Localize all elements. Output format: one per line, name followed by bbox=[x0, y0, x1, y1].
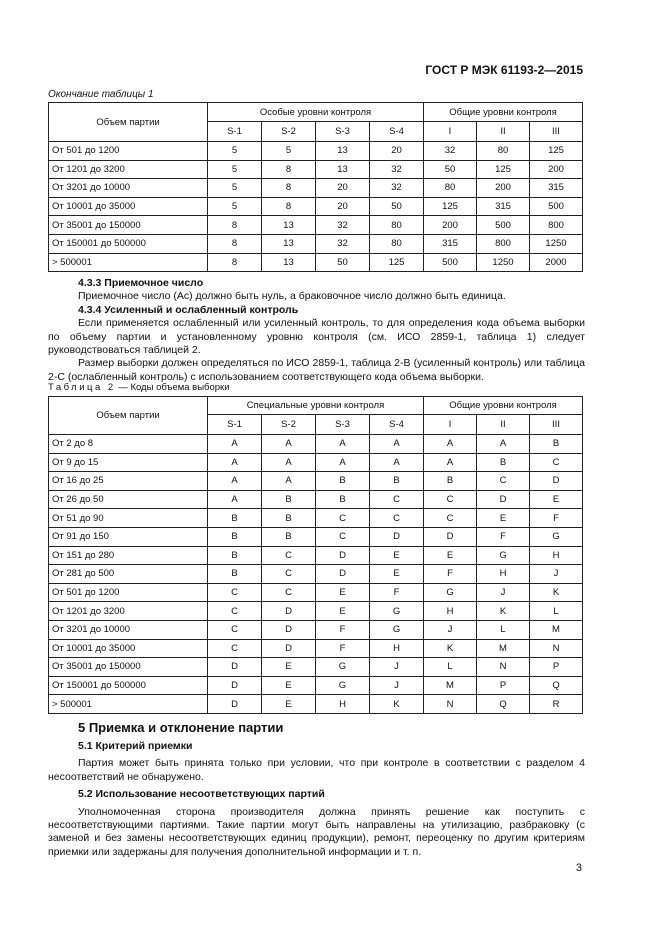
table-cell: F bbox=[370, 583, 424, 602]
table-cell: D bbox=[262, 620, 316, 639]
table-cell: 32 bbox=[370, 179, 424, 198]
table-cell: 80 bbox=[424, 179, 477, 198]
table-row bbox=[49, 435, 583, 454]
table2-caption-title: — Коды объема выборки bbox=[115, 382, 230, 393]
table1-subheader: S-2 bbox=[262, 122, 316, 142]
table-row bbox=[49, 160, 583, 179]
table-row bbox=[49, 565, 583, 584]
table-cell: B bbox=[262, 527, 316, 546]
table2-caption-label: Таблица 2 bbox=[48, 382, 116, 393]
table-row bbox=[49, 509, 583, 528]
table-cell: B bbox=[208, 546, 262, 565]
table-cell: 1250 bbox=[477, 253, 530, 272]
table-cell: G bbox=[370, 602, 424, 621]
table-cell: D bbox=[530, 472, 583, 491]
table-cell: A bbox=[208, 472, 262, 491]
table-cell: 50 bbox=[424, 160, 477, 179]
lot-size-cell: От 1201 до 3200 bbox=[49, 160, 208, 179]
table-cell: 13 bbox=[316, 160, 370, 179]
table-cell: H bbox=[530, 546, 583, 565]
table-cell: L bbox=[424, 658, 477, 677]
table1-subheader: S-3 bbox=[316, 122, 370, 142]
table-cell: H bbox=[477, 565, 530, 584]
table-row bbox=[49, 216, 583, 235]
table-row bbox=[49, 583, 583, 602]
table-cell: K bbox=[530, 583, 583, 602]
table-row bbox=[49, 142, 583, 161]
table-cell: C bbox=[208, 602, 262, 621]
table-cell: F bbox=[424, 565, 477, 584]
table-cell: 125 bbox=[530, 142, 583, 161]
table-cell: G bbox=[370, 620, 424, 639]
table-cell: 13 bbox=[316, 142, 370, 161]
table-cell: 315 bbox=[424, 234, 477, 253]
lot-size-cell: От 35001 до 150000 bbox=[49, 216, 208, 235]
table-cell: 5 bbox=[208, 197, 262, 216]
table-cell: 80 bbox=[370, 234, 424, 253]
table-cell: 800 bbox=[530, 216, 583, 235]
table-row bbox=[49, 658, 583, 677]
table-row bbox=[49, 490, 583, 509]
table-cell: 20 bbox=[370, 142, 424, 161]
page-number: 3 bbox=[575, 862, 582, 874]
table-cell: M bbox=[424, 676, 477, 695]
table-cell: C bbox=[316, 509, 370, 528]
table-cell: B bbox=[477, 453, 530, 472]
lot-size-cell: > 500001 bbox=[49, 695, 208, 714]
table-cell: F bbox=[477, 527, 530, 546]
lot-size-cell: От 3201 до 10000 bbox=[49, 179, 208, 198]
table-cell: Q bbox=[530, 676, 583, 695]
table-row bbox=[49, 546, 583, 565]
table-cell: J bbox=[477, 583, 530, 602]
table-row bbox=[49, 695, 583, 714]
table2-subheader: S-3 bbox=[316, 415, 370, 435]
table-cell: 125 bbox=[370, 253, 424, 272]
lot-size-cell: От 9 до 15 bbox=[49, 453, 208, 472]
table-cell: L bbox=[477, 620, 530, 639]
lot-size-cell: От 150001 до 500000 bbox=[49, 676, 208, 695]
table-cell: 32 bbox=[316, 234, 370, 253]
table1-caption: Окончание таблицы 1 bbox=[48, 89, 154, 100]
table-cell: 125 bbox=[424, 197, 477, 216]
lot-size-cell: От 281 до 500 bbox=[49, 565, 208, 584]
table1-subheader: II bbox=[477, 122, 530, 142]
section-5-1-text: Партия может быть принята только при условии, что при контроле в соответствии с разделом 4 несоответствий не обнаружено. bbox=[48, 757, 585, 783]
table-cell: 8 bbox=[208, 216, 262, 235]
table-cell: 32 bbox=[316, 216, 370, 235]
table-cell: D bbox=[208, 695, 262, 714]
table2-subheader: III bbox=[530, 415, 583, 435]
table-cell: M bbox=[477, 639, 530, 658]
table-cell: B bbox=[208, 509, 262, 528]
table2-header-general: Общие уровни контроля bbox=[424, 397, 583, 415]
table-cell: E bbox=[262, 695, 316, 714]
table-cell: B bbox=[424, 472, 477, 491]
table-row bbox=[49, 197, 583, 216]
table-cell: K bbox=[424, 639, 477, 658]
table-cell: E bbox=[424, 546, 477, 565]
table-cell: 125 bbox=[477, 160, 530, 179]
table-cell: 13 bbox=[262, 216, 316, 235]
table-cell: 13 bbox=[262, 253, 316, 272]
table-row bbox=[49, 639, 583, 658]
table2-caption bbox=[48, 382, 230, 393]
table-cell: K bbox=[370, 695, 424, 714]
table-cell: P bbox=[530, 658, 583, 677]
table-cell: 5 bbox=[208, 142, 262, 161]
table-row bbox=[49, 453, 583, 472]
table-cell: A bbox=[208, 490, 262, 509]
table-row bbox=[49, 253, 583, 272]
section-4-3-3-text: Приемочное число (Ас) должно быть нуль, а браковочное число должно быть единица. bbox=[78, 290, 506, 303]
lot-size-cell: От 1201 до 3200 bbox=[49, 602, 208, 621]
table-cell: E bbox=[262, 658, 316, 677]
table-cell: C bbox=[316, 527, 370, 546]
table-cell: C bbox=[262, 565, 316, 584]
table-cell: D bbox=[208, 676, 262, 695]
lot-size-cell: От 10001 до 35000 bbox=[49, 197, 208, 216]
table-cell: A bbox=[262, 472, 316, 491]
lot-size-cell: От 51 до 90 bbox=[49, 509, 208, 528]
table-cell: H bbox=[316, 695, 370, 714]
table-cell: A bbox=[262, 435, 316, 454]
table-cell: G bbox=[477, 546, 530, 565]
table-row bbox=[49, 234, 583, 253]
table-cell: L bbox=[530, 602, 583, 621]
table2 bbox=[48, 396, 583, 714]
table-cell: 800 bbox=[477, 234, 530, 253]
section-4-3-4-paragraph-1: Если применяется ослабленный или усиленный контроль, то для определения кода объема выборки по объему партии и установленному уровню контроля (см. ИСО 2859-1, таблица 1) следует руководствоваться таблицей 2. bbox=[48, 317, 585, 357]
table-cell: A bbox=[208, 435, 262, 454]
table-cell: 13 bbox=[262, 234, 316, 253]
table-cell: 50 bbox=[316, 253, 370, 272]
table-cell: N bbox=[424, 695, 477, 714]
lot-size-cell: От 501 до 1200 bbox=[49, 583, 208, 602]
table-cell: D bbox=[208, 658, 262, 677]
lot-size-cell: От 151 до 280 bbox=[49, 546, 208, 565]
lot-size-cell: От 26 до 50 bbox=[49, 490, 208, 509]
table-row bbox=[49, 620, 583, 639]
table-cell: F bbox=[316, 620, 370, 639]
table-cell: F bbox=[316, 639, 370, 658]
table-row bbox=[49, 602, 583, 621]
table-cell: 5 bbox=[262, 142, 316, 161]
table2-subheader: I bbox=[424, 415, 477, 435]
lot-size-cell: > 500001 bbox=[49, 253, 208, 272]
table-cell: A bbox=[208, 453, 262, 472]
table-cell: K bbox=[477, 602, 530, 621]
table-cell: A bbox=[370, 453, 424, 472]
table-cell: N bbox=[530, 639, 583, 658]
lot-size-cell: От 501 до 1200 bbox=[49, 142, 208, 161]
table-cell: E bbox=[477, 509, 530, 528]
table1-header-special: Особые уровни контроля bbox=[208, 103, 424, 122]
table-cell: A bbox=[424, 435, 477, 454]
table-cell: B bbox=[316, 490, 370, 509]
table2-subheader: S-1 bbox=[208, 415, 262, 435]
table-cell: A bbox=[370, 435, 424, 454]
table-cell: B bbox=[530, 435, 583, 454]
table1-subheader: S-4 bbox=[370, 122, 424, 142]
table1-header-general: Общие уровни контроля bbox=[424, 103, 583, 122]
table-cell: C bbox=[370, 509, 424, 528]
section-5-title: 5 Приемка и отклонение партии bbox=[78, 720, 284, 735]
table-cell: C bbox=[208, 583, 262, 602]
section-4-3-text bbox=[48, 277, 585, 384]
table-row bbox=[49, 179, 583, 198]
table-cell: D bbox=[262, 602, 316, 621]
table-cell: B bbox=[208, 565, 262, 584]
table-cell: 20 bbox=[316, 179, 370, 198]
table-cell: 80 bbox=[477, 142, 530, 161]
section-5-2-heading: 5.2 Использование несоответствующих партий bbox=[78, 788, 325, 801]
table-cell: D bbox=[477, 490, 530, 509]
table-cell: 8 bbox=[262, 197, 316, 216]
table-cell: E bbox=[262, 676, 316, 695]
table-cell: D bbox=[316, 546, 370, 565]
table-cell: J bbox=[370, 676, 424, 695]
table-cell: A bbox=[262, 453, 316, 472]
table-cell: C bbox=[477, 472, 530, 491]
table-cell: G bbox=[316, 658, 370, 677]
table-cell: 2000 bbox=[530, 253, 583, 272]
table-cell: J bbox=[530, 565, 583, 584]
table-cell: D bbox=[316, 565, 370, 584]
table-cell: 80 bbox=[370, 216, 424, 235]
table1 bbox=[48, 102, 583, 272]
lot-size-cell: От 91 до 150 bbox=[49, 527, 208, 546]
table-cell: E bbox=[530, 490, 583, 509]
table-cell: 32 bbox=[370, 160, 424, 179]
table-cell: J bbox=[370, 658, 424, 677]
table2-subheader: S-2 bbox=[262, 415, 316, 435]
table-row bbox=[49, 527, 583, 546]
table-cell: E bbox=[316, 602, 370, 621]
section-5-text bbox=[48, 740, 585, 859]
table-cell: P bbox=[477, 676, 530, 695]
table-cell: H bbox=[370, 639, 424, 658]
section-4-3-3-heading: 4.3.3 Приемочное число bbox=[78, 277, 204, 289]
table-cell: C bbox=[530, 453, 583, 472]
table-cell: M bbox=[530, 620, 583, 639]
table-cell: D bbox=[424, 527, 477, 546]
table-cell: C bbox=[262, 546, 316, 565]
table-cell: E bbox=[370, 546, 424, 565]
table-cell: B bbox=[208, 527, 262, 546]
table-cell: B bbox=[262, 509, 316, 528]
table-cell: 500 bbox=[477, 216, 530, 235]
table-cell: 8 bbox=[262, 160, 316, 179]
table-cell: E bbox=[370, 565, 424, 584]
table-cell: D bbox=[262, 639, 316, 658]
lot-size-cell: От 3201 до 10000 bbox=[49, 620, 208, 639]
table2-header-special: Специальные уровни контроля bbox=[208, 397, 424, 415]
table-cell: H bbox=[424, 602, 477, 621]
table-row bbox=[49, 676, 583, 695]
table-cell: C bbox=[370, 490, 424, 509]
table-row bbox=[49, 472, 583, 491]
table-cell: 315 bbox=[530, 179, 583, 198]
table-cell: D bbox=[370, 527, 424, 546]
lot-size-cell: От 35001 до 150000 bbox=[49, 658, 208, 677]
table-cell: 200 bbox=[424, 216, 477, 235]
table-cell: C bbox=[424, 509, 477, 528]
lot-size-cell: От 150001 до 500000 bbox=[49, 234, 208, 253]
table-cell: G bbox=[316, 676, 370, 695]
table-cell: 200 bbox=[477, 179, 530, 198]
table-cell: Q bbox=[477, 695, 530, 714]
lot-size-cell: От 10001 до 35000 bbox=[49, 639, 208, 658]
table-cell: A bbox=[316, 453, 370, 472]
table2-subheader: S-4 bbox=[370, 415, 424, 435]
table-cell: 20 bbox=[316, 197, 370, 216]
lot-size-cell: От 16 до 25 bbox=[49, 472, 208, 491]
table-cell: B bbox=[262, 490, 316, 509]
table-cell: 50 bbox=[370, 197, 424, 216]
table-cell: J bbox=[424, 620, 477, 639]
table-cell: B bbox=[316, 472, 370, 491]
table-cell: F bbox=[530, 509, 583, 528]
table-cell: C bbox=[208, 639, 262, 658]
section-4-3-4-paragraph-2: Размер выборки должен определяться по ИСО 2859-1, таблица 2-В (усиленный контроль) или таблица 2-С (ослабленный контроль) с использованием соответствующего кода объема выборки. bbox=[48, 357, 585, 383]
table-cell: 5 bbox=[208, 179, 262, 198]
table-cell: 8 bbox=[208, 253, 262, 272]
table-cell: G bbox=[424, 583, 477, 602]
document-header: ГОСТ Р МЭК 61193-2—2015 bbox=[425, 63, 583, 77]
section-5-1-heading: 5.1 Критерий приемки bbox=[78, 740, 193, 752]
table-cell: 8 bbox=[208, 234, 262, 253]
table-cell: E bbox=[316, 583, 370, 602]
table-cell: 500 bbox=[424, 253, 477, 272]
table-cell: 8 bbox=[262, 179, 316, 198]
section-5-2-text: Уполномоченная сторона производителя должна принять решение как поступить с несоответствующими партиями. Такие партии могут быть направлены на утилизацию, разбраковку (с заменой и без замены несоответствующих единиц продукции), ремонт, переоценку по другим критериям приемки или задержаны для получения дополнительной информации и т. п. bbox=[48, 805, 585, 858]
table-cell: 1250 bbox=[530, 234, 583, 253]
table1-header-lot: Объем партии bbox=[49, 103, 208, 142]
section-4-3-4-heading: 4.3.4 Усиленный и ослабленный контроль bbox=[78, 303, 299, 316]
table-cell: 200 bbox=[530, 160, 583, 179]
table-cell: 315 bbox=[477, 197, 530, 216]
table-cell: B bbox=[370, 472, 424, 491]
table-cell: C bbox=[208, 620, 262, 639]
table-cell: N bbox=[477, 658, 530, 677]
lot-size-cell: От 2 до 8 bbox=[49, 435, 208, 454]
table1-subheader: III bbox=[530, 122, 583, 142]
table-cell: C bbox=[262, 583, 316, 602]
table-cell: R bbox=[530, 695, 583, 714]
table-cell: 32 bbox=[424, 142, 477, 161]
table1-subheader: S-1 bbox=[208, 122, 262, 142]
table-cell: A bbox=[316, 435, 370, 454]
table-cell: A bbox=[424, 453, 477, 472]
table-cell: C bbox=[424, 490, 477, 509]
table-cell: 5 bbox=[208, 160, 262, 179]
table-cell: G bbox=[530, 527, 583, 546]
table2-subheader: II bbox=[477, 415, 530, 435]
table1-subheader: I bbox=[424, 122, 477, 142]
table-cell: 500 bbox=[530, 197, 583, 216]
table2-header-lot: Объем партии bbox=[49, 397, 208, 435]
table-cell: A bbox=[477, 435, 530, 454]
